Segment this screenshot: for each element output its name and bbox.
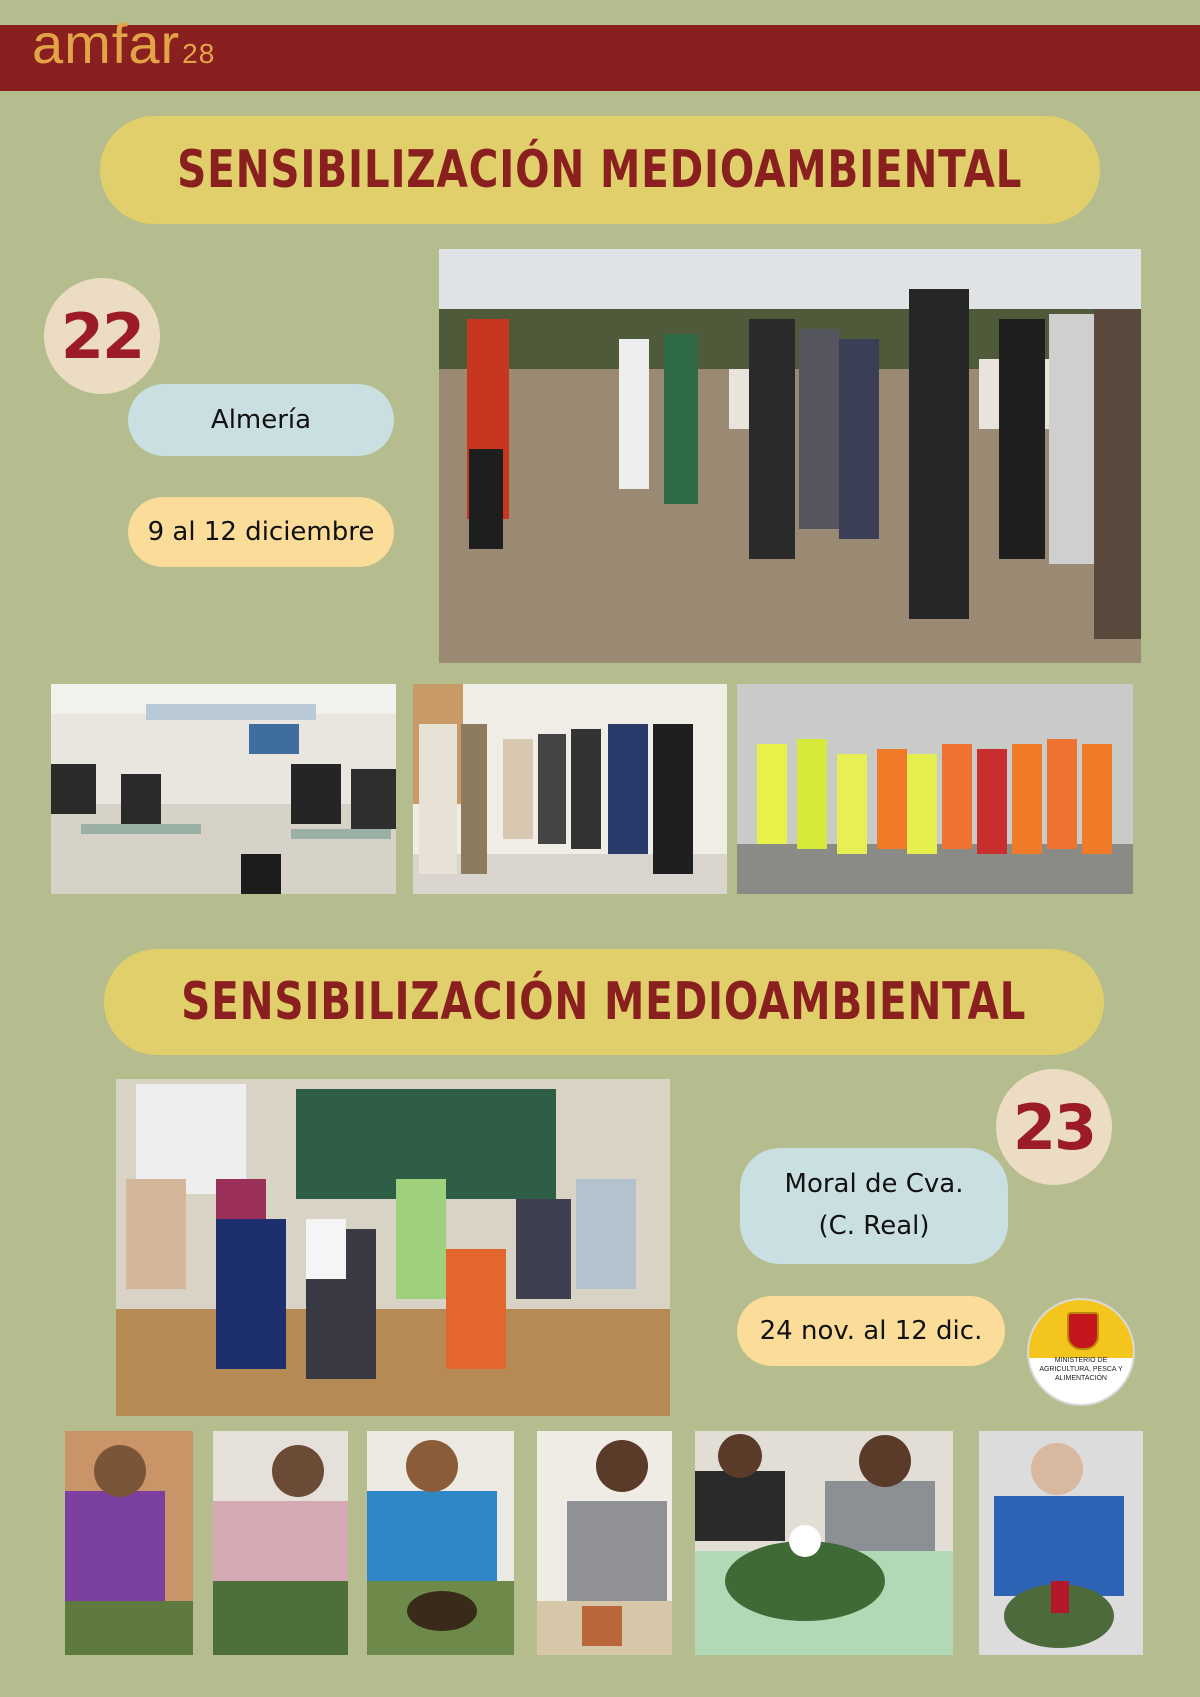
coat-of-arms-icon [1067,1312,1099,1350]
ministry-seal-logo [1027,1298,1135,1406]
photo-workshop-2 [213,1431,348,1655]
ministry-seal-text: MINISTERIO DE AGRICULTURA, PESCA Y ALIMENTACIÓN [1039,1357,1123,1382]
photo-workshop-1 [65,1431,193,1655]
location-label: Almería [210,405,312,435]
photo-workshop-4 [537,1431,672,1655]
date-pill-section1 [128,497,394,567]
location-pill-moral [740,1148,1008,1264]
location-label-line2: (C. Real) [818,1211,930,1241]
location-pill-almeria [128,384,394,456]
photo-outdoor-group [439,249,1141,663]
photo-classroom [51,684,396,894]
section-title-1 [100,116,1100,224]
activity-number-badge-22 [44,278,160,394]
activity-number-22: 22 [60,299,144,373]
amfar-logo: amfar28 [32,12,216,75]
section-title-2 [104,949,1104,1055]
date-label: 9 al 12 diciembre [147,517,375,547]
photo-workshop-3 [367,1431,514,1655]
date-pill-section2 [737,1296,1005,1366]
section-title-2-text: SENSIBILIZACIÓN MEDIOAMBIENTAL [181,972,1027,1032]
photo-vests-group [737,684,1133,894]
photo-workshop-5 [695,1431,953,1655]
activity-number-badge-23 [996,1069,1112,1185]
activity-number-23: 23 [1012,1090,1096,1164]
date-label: 24 nov. al 12 dic. [759,1316,983,1346]
photo-indoor-group [413,684,727,894]
section-title-1-text: SENSIBILIZACIÓN MEDIOAMBIENTAL [177,140,1023,200]
photo-workshop-6 [979,1431,1143,1655]
photo-women-group [116,1079,670,1416]
location-label-line1: Moral de Cva. [784,1169,964,1200]
